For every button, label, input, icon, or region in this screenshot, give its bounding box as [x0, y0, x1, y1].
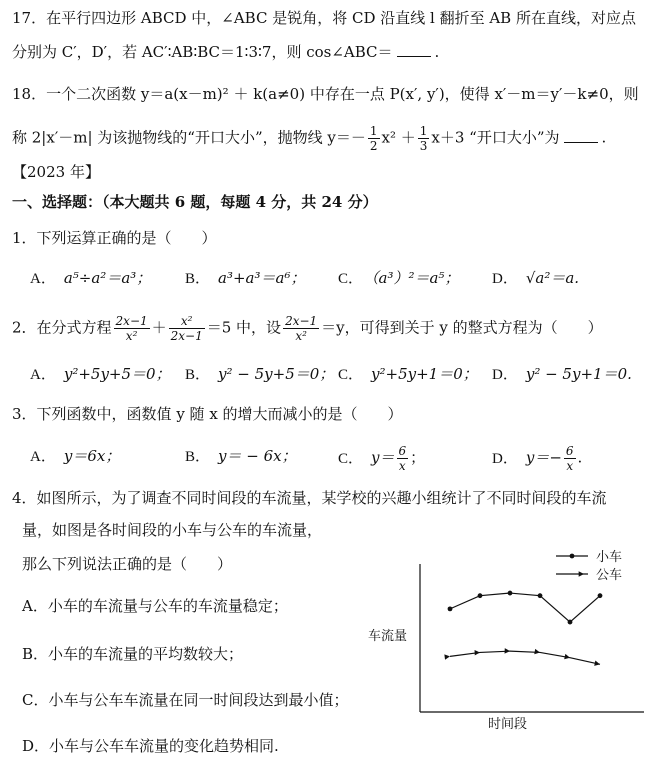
q4-stem-line2: 量，如图是各时间段的小车与公车的车流量，	[22, 521, 323, 539]
q3-option-c[interactable]	[338, 444, 425, 473]
option-text: y＝ − 6x；	[218, 447, 297, 465]
option-label: B．	[185, 449, 211, 465]
bus-series-line	[450, 651, 600, 664]
q1-option-b[interactable]	[185, 266, 305, 291]
q2-fraction-3-num: 2x−1	[285, 314, 318, 328]
bus-point-1	[444, 654, 450, 659]
fraction-den: x	[566, 459, 574, 473]
q2-fraction-3-den: x²	[295, 329, 307, 343]
option-text: y＝6x；	[63, 447, 121, 465]
option-label: A．	[30, 367, 56, 383]
option-after: .	[577, 448, 583, 467]
q17-line2-prefix: 分别为 C′，D′，若 AC′∶AB∶BC＝1∶3∶7，则 cos∠ABC＝	[12, 43, 393, 61]
q3-stem: 3．下列函数中，函数值 y 随 x 的增大而减小的是（ ）	[12, 405, 403, 423]
q18-fraction-2-den: 3	[419, 139, 428, 153]
q17-line1: 17．在平行四边形 ABCD 中，∠ABC 是锐角，将 CD 沿直线 l 翻折至 AB 所在直线，对应点	[12, 9, 636, 27]
q1-option-d[interactable]	[492, 266, 579, 291]
option-text: 小车与公车车流量在同一时间段达到最小值；	[48, 691, 349, 709]
car-point-1	[448, 606, 453, 611]
q2-stem-mid: ＝5 中，设	[206, 318, 282, 337]
year-header: 【2023 年】	[12, 163, 100, 181]
option-label: D．	[22, 737, 50, 755]
option-text: a³+a³＝a⁶；	[218, 269, 306, 287]
car-series-line	[450, 593, 600, 622]
q2-fraction-3	[283, 314, 319, 343]
option-label: D．	[492, 450, 518, 467]
car-point-2	[478, 593, 483, 598]
option-label: C．	[338, 367, 364, 383]
q18-line2-prefix: 称 2|x′－m| 为该抛物线的“开口大小”，抛物线 y＝－	[12, 128, 366, 147]
q18-fraction-1-num: 1	[369, 124, 378, 138]
q17-line2-suffix: .	[434, 43, 440, 61]
bus-point-5	[564, 654, 570, 659]
q18-answer-blank	[564, 126, 598, 143]
q18-line2-suffix: .	[601, 128, 607, 147]
q18-fraction-1	[368, 124, 380, 153]
option-label: D．	[492, 271, 518, 287]
option-text: √a²＝a.	[525, 269, 580, 287]
q2-option-c[interactable]	[338, 362, 478, 387]
chart-legend	[556, 550, 622, 583]
traffic-line-chart	[360, 546, 660, 732]
bus-point-6	[594, 661, 600, 666]
fraction-den: x	[398, 459, 406, 473]
bus-point-2	[475, 650, 480, 655]
q2-fraction-2-num: x²	[169, 314, 205, 329]
option-label: B．	[185, 271, 211, 287]
q2-fraction-1-num: 2x−1	[115, 314, 148, 328]
option-label: B．	[185, 367, 211, 383]
option-label: A．	[30, 271, 56, 287]
option-text: y＝−	[525, 448, 562, 467]
fraction-num: 6	[398, 444, 407, 458]
q3-option-b[interactable]	[185, 444, 297, 469]
q17-answer-blank	[397, 40, 431, 57]
q18-fraction-1-den: 2	[369, 139, 378, 153]
bus-point-4	[534, 649, 540, 654]
q1-option-a[interactable]	[30, 266, 151, 291]
option-label: A．	[22, 597, 48, 615]
x-axis-label: 时间段	[488, 717, 528, 732]
q2-stem-suffix: ＝y，可得到关于 y 的整式方程为（ ）	[321, 318, 603, 337]
q1-option-c[interactable]	[338, 266, 459, 291]
q2-fraction-2-den: 2x−1	[170, 329, 203, 343]
option-text: a⁵÷a²＝a³；	[63, 269, 152, 287]
option-label: D．	[492, 367, 518, 383]
q18-line2	[12, 124, 654, 153]
option-text: 小车的车流量与公车的车流量稳定；	[47, 597, 288, 615]
q18-mid2: x＋3 “开口大小”为	[431, 128, 560, 147]
q18-line1: 18．一个二次函数 y＝a(x－m)² ＋ k(a≠0) 中存在一点 P(x′, y′)，使得 x′－m＝y′－k≠0，则	[12, 85, 639, 103]
chart-series	[444, 591, 602, 666]
q4-stem-line3: 那么下列说法正确的是（ ）	[22, 555, 233, 573]
chart-axes	[420, 564, 644, 712]
q3-option-d-fraction	[564, 444, 576, 473]
option-label: A．	[30, 449, 56, 465]
option-after: ；	[410, 448, 426, 467]
q2-plus: ＋	[151, 318, 167, 337]
car-point-5	[568, 620, 573, 625]
option-label: C．	[22, 691, 49, 709]
q2-option-b[interactable]	[185, 362, 334, 387]
option-text: y²+5y+5＝0；	[63, 365, 171, 383]
q1-stem: 1．下列运算正确的是（ ）	[12, 229, 217, 247]
option-text: 小车的车流量的平均数较大；	[48, 645, 244, 663]
car-point-3	[508, 591, 513, 596]
q18-mid1: x² ＋	[381, 128, 416, 147]
fraction-num: 6	[565, 444, 574, 458]
q18-fraction-2	[418, 124, 430, 153]
q2-option-d[interactable]	[492, 362, 632, 387]
legend-dot-marker	[570, 554, 575, 559]
car-point-6	[598, 593, 603, 598]
option-text: y² − 5y+5＝0；	[218, 365, 335, 383]
option-text: 小车与公车车流量的变化趋势相同.	[49, 737, 279, 755]
q2-stem-prefix: 2．在分式方程	[12, 318, 112, 337]
option-label: C．	[338, 450, 364, 467]
option-text: y² − 5y+1＝0.	[525, 365, 632, 383]
legend-label-2: 公车	[596, 568, 623, 583]
option-text: y＝	[371, 448, 395, 467]
car-point-4	[538, 593, 543, 598]
option-text: y²+5y+1＝0；	[371, 365, 478, 383]
q3-option-c-fraction	[397, 444, 409, 473]
q17-line2	[12, 40, 654, 64]
section-heading: 一、选择题：（本大题共 6 题，每题 4 分，共 24 分）	[12, 193, 378, 211]
legend-label-1: 小车	[596, 550, 623, 565]
option-label: C．	[338, 271, 364, 287]
y-axis-label: 车流量	[368, 629, 408, 644]
option-label: B．	[22, 645, 49, 663]
q3-option-d[interactable]	[492, 444, 582, 473]
legend-arrow-marker	[579, 571, 584, 576]
q2-fraction-1-den: x²	[125, 329, 138, 343]
bus-point-3	[505, 648, 510, 653]
option-text: （a³）²＝a⁵；	[371, 269, 460, 287]
q2-option-a[interactable]	[30, 362, 171, 387]
q2-stem	[12, 314, 654, 343]
q4-stem-line1: 4．如图所示，为了调查不同时间段的车流量，某学校的兴趣小组统计了不同时间段的车流	[12, 489, 607, 507]
q18-fraction-2-num: 1	[419, 124, 428, 138]
q2-fraction-1	[114, 314, 150, 343]
q4-option-d[interactable]	[22, 734, 654, 758]
q3-option-a[interactable]	[30, 444, 120, 469]
q2-fraction-2	[169, 314, 205, 343]
